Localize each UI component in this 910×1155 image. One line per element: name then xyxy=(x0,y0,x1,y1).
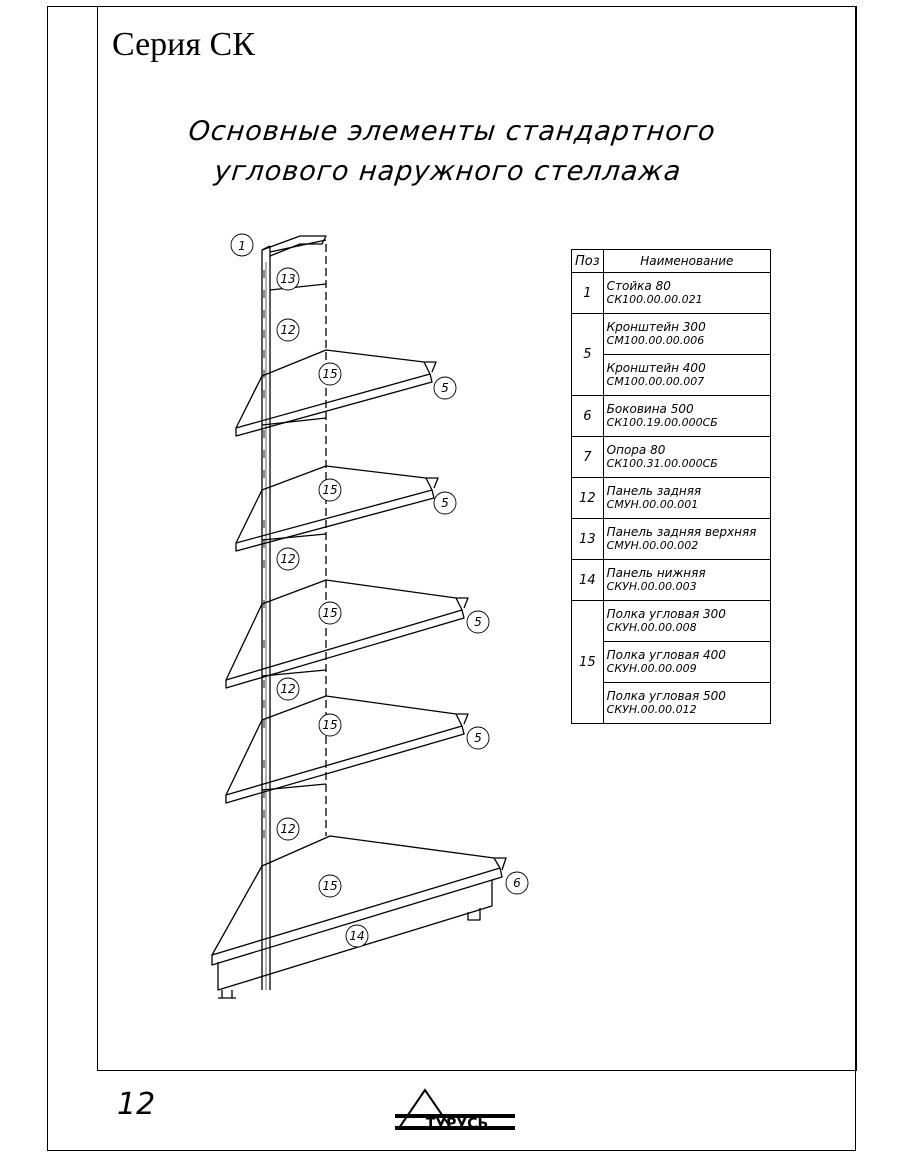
part-name: Полка угловая 400 xyxy=(606,648,726,662)
table-row xyxy=(572,560,771,601)
part-name: Кронштейн 300 xyxy=(606,320,706,334)
pos-cell: 6 xyxy=(572,396,604,437)
part-code: СМ100.00.00.006 xyxy=(606,334,705,347)
callout-12c: 12 xyxy=(280,682,296,696)
pos-cell: 12 xyxy=(572,478,604,519)
company-logo xyxy=(395,1088,515,1132)
part-name: Кронштейн 400 xyxy=(606,361,706,375)
table-row xyxy=(572,273,771,314)
callout-15e: 15 xyxy=(322,879,338,893)
table-row xyxy=(572,437,771,478)
table-row xyxy=(572,314,771,355)
part-name: Полка угловая 500 xyxy=(606,689,726,703)
logo-text: ТУРУСЬ xyxy=(425,1116,489,1132)
part-name: Полка угловая 300 xyxy=(606,607,726,621)
page-number: 12 xyxy=(117,1087,156,1122)
callout-12d: 12 xyxy=(280,822,296,836)
table-row xyxy=(572,601,771,642)
part-name: Панель задняя верхняя xyxy=(606,525,757,539)
part-code: СМУН.00.00.002 xyxy=(606,539,699,552)
top-cap xyxy=(262,236,326,256)
callout-14: 14 xyxy=(349,929,365,943)
part-name: Боковина 500 xyxy=(606,402,694,416)
title-line-1: Основные элементы стандартного xyxy=(187,116,718,147)
pos-cell: 13 xyxy=(572,519,604,560)
part-name: Опора 80 xyxy=(606,443,666,457)
part-code: СМ100.00.00.007 xyxy=(606,375,705,388)
header-pos: Поз xyxy=(572,250,604,273)
callout-12a: 12 xyxy=(280,323,296,337)
title-line-2: углового наружного стеллажа xyxy=(212,156,684,187)
callout-13: 13 xyxy=(280,272,296,286)
callout-15d: 15 xyxy=(322,718,338,732)
pos-cell: 1 xyxy=(572,273,604,314)
callout-12b: 12 xyxy=(280,552,296,566)
part-code: СК100.31.00.000СБ xyxy=(606,457,718,470)
table-row xyxy=(572,478,771,519)
callout-15a: 15 xyxy=(322,367,338,381)
table-row xyxy=(572,396,771,437)
callout-5c: 5 xyxy=(474,615,482,629)
series-title: Серия СК xyxy=(112,26,255,63)
header-name: Наименование xyxy=(603,250,770,273)
pos-cell: 14 xyxy=(572,560,604,601)
pos-cell: 15 xyxy=(572,601,604,724)
callout-15b: 15 xyxy=(322,483,338,497)
callout-5a: 5 xyxy=(441,381,449,395)
pos-cell: 5 xyxy=(572,314,604,396)
pos-cell: 7 xyxy=(572,437,604,478)
callout-15c: 15 xyxy=(322,606,338,620)
callout-1: 1 xyxy=(238,239,246,253)
part-code: СК100.19.00.000СБ xyxy=(606,416,718,429)
part-code: СМУН.00.00.001 xyxy=(606,498,699,511)
shelf-2 xyxy=(236,466,432,543)
shelf-1 xyxy=(236,350,430,428)
part-code: СК100.00.00.021 xyxy=(606,293,703,306)
part-code: СКУН.00.00.008 xyxy=(606,621,697,634)
callout-5d: 5 xyxy=(474,731,482,745)
parts-table xyxy=(571,249,771,724)
part-name: Панель нижняя xyxy=(606,566,706,580)
part-name: Панель задняя xyxy=(606,484,702,498)
callout-6: 6 xyxy=(513,876,521,890)
table-row xyxy=(572,519,771,560)
callout-5b: 5 xyxy=(441,496,449,510)
part-name: Стойка 80 xyxy=(606,279,671,293)
part-code: СКУН.00.00.009 xyxy=(606,662,697,675)
part-code: СКУН.00.00.012 xyxy=(606,703,697,716)
part-code: СКУН.00.00.003 xyxy=(606,580,697,593)
